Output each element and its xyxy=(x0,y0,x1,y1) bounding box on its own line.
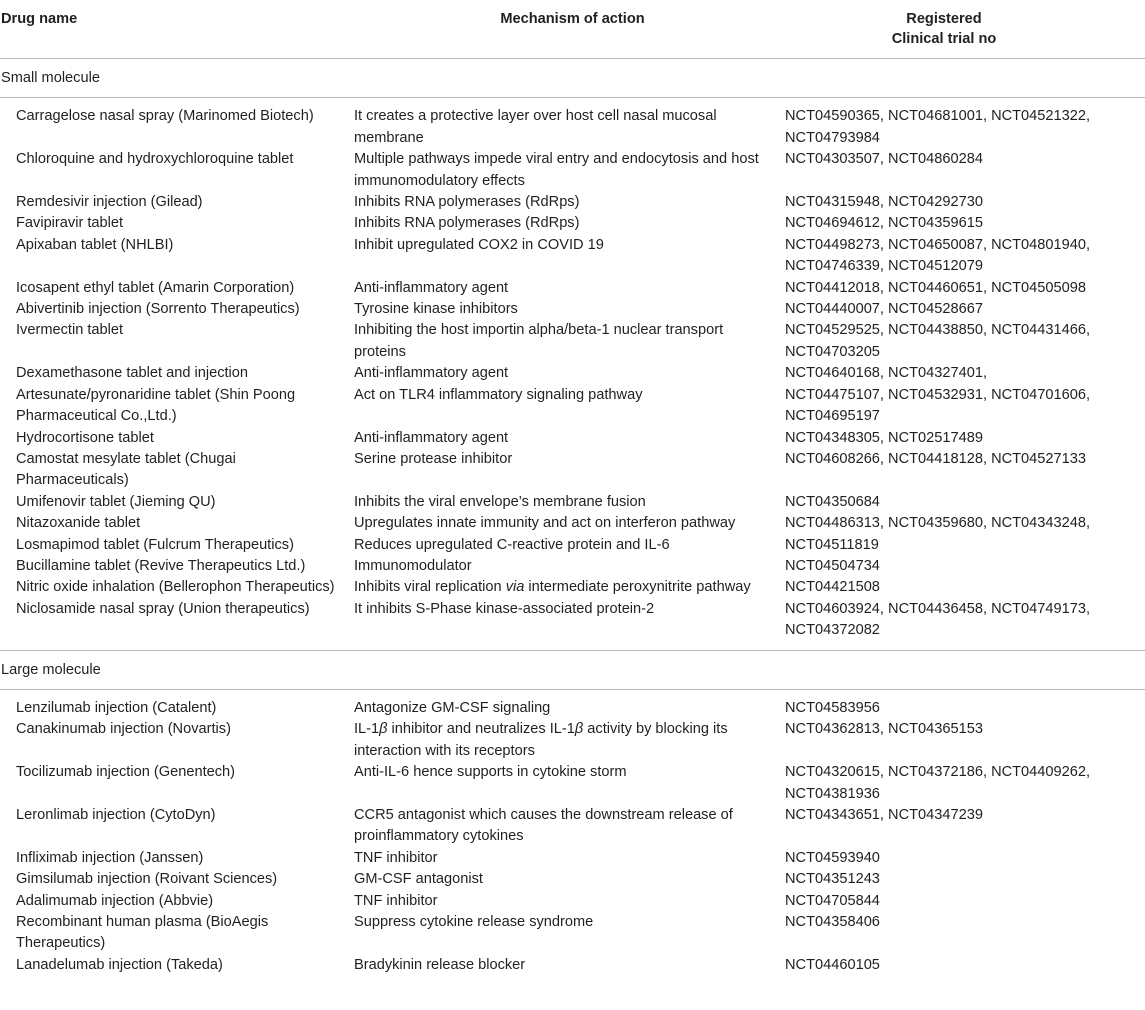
table-row xyxy=(0,149,1145,192)
mechanism-cell: Immunomodulator xyxy=(354,557,472,574)
drug-cell: Losmapimod tablet (Fulcrum Therapeutics) xyxy=(16,536,294,553)
mechanism-cell: Tyrosine kinase inhibitors xyxy=(354,301,518,318)
table-row xyxy=(0,428,1145,449)
drug-cell: Infliximab injection (Janssen) xyxy=(16,849,204,866)
drug-cell: Gimsilumab injection (Roivant Sciences) xyxy=(16,871,278,888)
beta-symbol: β xyxy=(574,721,584,738)
mechanism-cell: Inhibits RNA polymerases (RdRps) xyxy=(354,194,580,211)
trial-cell: NCT04504734 xyxy=(785,557,880,574)
drug-cell: Niclosamide nasal spray (Union therapeutics) xyxy=(16,600,310,617)
table-row xyxy=(0,848,1145,869)
table-body xyxy=(0,59,1145,977)
drug-cell: Chloroquine and hydroxychloroquine tablet xyxy=(16,151,294,168)
mechanism-text: IL-1 xyxy=(354,721,380,738)
trial-cell: NCT04460105 xyxy=(785,956,880,973)
beta-symbol: β xyxy=(379,721,388,738)
mechanism-italic-text: via xyxy=(505,579,525,596)
trial-cell: NCT04350684 xyxy=(785,493,880,510)
trial-cell: NCT04498273, NCT04650087, NCT04801940, NCT04746339, NCT04512079 xyxy=(785,236,1091,275)
header-mechanism: Mechanism of action xyxy=(354,0,785,59)
table-row xyxy=(0,213,1145,234)
table-row xyxy=(0,320,1145,363)
mechanism-cell: Bradykinin release blocker xyxy=(354,956,526,973)
mechanism-cell: Anti-inflammatory agent xyxy=(354,365,509,382)
drug-cell: Artesunate/pyronaridine tablet (Shin Poong Pharmaceutical Co.,Ltd.) xyxy=(16,386,296,425)
table-row xyxy=(0,385,1145,428)
drug-cell: Nitric oxide inhalation (Bellerophon Therapeutics) xyxy=(16,579,335,596)
trial-cell: NCT04694612, NCT04359615 xyxy=(785,215,983,232)
mechanism-cell: TNF inhibitor xyxy=(354,849,438,866)
header-clinical-trial xyxy=(785,0,1145,59)
mechanism-cell: It inhibits S-Phase kinase-associated protein-2 xyxy=(354,600,655,617)
mechanism-cell: Serine protease inhibitor xyxy=(354,450,513,467)
trial-cell: NCT04348305, NCT02517489 xyxy=(785,429,983,446)
mechanism-cell xyxy=(354,719,785,762)
trial-cell: NCT04511819 xyxy=(785,536,879,553)
mechanism-cell: Anti-inflammatory agent xyxy=(354,279,509,296)
drug-cell: Remdesivir injection (Gilead) xyxy=(16,194,203,211)
mechanism-cell xyxy=(354,577,785,598)
trial-cell: NCT04440007, NCT04528667 xyxy=(785,301,983,318)
mechanism-cell: Upregulates innate immunity and act on interferon pathway xyxy=(354,515,736,532)
drug-cell: Lanadelumab injection (Takeda) xyxy=(16,956,223,973)
mechanism-text: intermediate peroxynitrite pathway xyxy=(524,579,751,596)
table-row xyxy=(0,106,1145,149)
mechanism-cell: Anti-IL-6 hence supports in cytokine storm xyxy=(354,764,627,781)
trial-cell: NCT04603924, NCT04436458, NCT04749173, NCT04372082 xyxy=(785,600,1091,639)
trial-cell: NCT04608266, NCT04418128, NCT04527133 xyxy=(785,450,1086,467)
trial-cell: NCT04705844 xyxy=(785,892,880,909)
drug-cell: Ivermectin tablet xyxy=(16,322,124,339)
table-row xyxy=(0,698,1145,719)
trial-cell: NCT04590365, NCT04681001, NCT04521322, NCT04793984 xyxy=(785,108,1091,146)
drug-cell: Recombinant human plasma (BioAegis Therapeutics) xyxy=(16,914,269,952)
table-row xyxy=(0,513,1145,534)
table-row xyxy=(0,719,1145,762)
trial-cell: NCT04320615, NCT04372186, NCT04409262, NCT04381936 xyxy=(785,764,1091,802)
table-row xyxy=(0,891,1145,912)
section-header-small-molecule xyxy=(0,59,1145,98)
trial-cell: NCT04421508 xyxy=(785,579,880,596)
table-row xyxy=(0,235,1145,278)
drug-cell: Favipiravir tablet xyxy=(16,215,124,232)
table-header xyxy=(0,0,1145,59)
table-row xyxy=(0,912,1145,955)
table-row xyxy=(0,192,1145,213)
header-trial-line1: Registered xyxy=(906,11,982,27)
trial-cell: NCT04640168, NCT04327401, xyxy=(785,365,988,382)
drug-cell: Leronlimab injection (CytoDyn) xyxy=(16,807,216,823)
drug-cell: Abivertinib injection (Sorrento Therapeutics) xyxy=(16,301,300,318)
table-row xyxy=(0,492,1145,513)
trial-cell: NCT04475107, NCT04532931, NCT04701606, NCT04695197 xyxy=(785,386,1091,425)
drug-cell: Camostat mesylate tablet (Chugai Pharmaceuticals) xyxy=(16,450,236,489)
header-trial-line2: Clinical trial no xyxy=(891,31,997,47)
mechanism-cell: Act on TLR4 inflammatory signaling pathway xyxy=(354,386,643,403)
drug-cell: Dexamethasone tablet and injection xyxy=(16,365,249,382)
mechanism-cell: Inhibit upregulated COX2 in COVID 19 xyxy=(354,236,604,253)
mechanism-text: Inhibits viral replication xyxy=(354,579,506,596)
drug-cell: Apixaban tablet (NHLBI) xyxy=(16,236,174,253)
trial-cell: NCT04593940 xyxy=(785,849,880,866)
drug-cell: Nitazoxanide tablet xyxy=(16,515,141,532)
mechanism-cell: TNF inhibitor xyxy=(354,892,438,909)
drug-cell: Hydrocortisone tablet xyxy=(16,429,154,446)
mechanism-text: activity by blocking its interaction with its receptors xyxy=(354,721,728,759)
section-title: Small molecule xyxy=(0,59,1145,98)
drug-cell: Umifenovir tablet (Jieming QU) xyxy=(16,493,216,510)
section-title: Large molecule xyxy=(0,650,1145,689)
trial-cell: NCT04358406 xyxy=(785,914,880,931)
drug-cell: Icosapent ethyl tablet (Amarin Corporation) xyxy=(16,279,295,296)
trial-cell: NCT04412018, NCT04460651, NCT04505098 xyxy=(785,279,1086,296)
table-row xyxy=(0,449,1145,492)
table-row xyxy=(0,535,1145,556)
header-drug-name: Drug name xyxy=(0,0,354,59)
drug-cell: Carragelose nasal spray (Marinomed Biotech) xyxy=(16,108,314,125)
mechanism-cell: Inhibiting the host importin alpha/beta-1 nuclear transport proteins xyxy=(354,322,724,360)
mechanism-cell: Antagonize GM-CSF signaling xyxy=(354,699,551,716)
table-row xyxy=(0,363,1145,384)
drug-cell: Bucillamine tablet (Revive Therapeutics Ltd.) xyxy=(16,557,306,574)
trial-cell: NCT04486313, NCT04359680, NCT04343248, xyxy=(785,515,1091,532)
table-row xyxy=(0,556,1145,577)
mechanism-cell: Anti-inflammatory agent xyxy=(354,429,509,446)
trial-cell: NCT04315948, NCT04292730 xyxy=(785,194,983,211)
table-row xyxy=(0,278,1145,299)
drug-cell: Canakinumab injection (Novartis) xyxy=(16,721,231,738)
mechanism-text: inhibitor and neutralizes IL-1 xyxy=(387,721,575,738)
drug-cell: Lenzilumab injection (Catalent) xyxy=(16,699,217,716)
trial-cell: NCT04583956 xyxy=(785,699,880,716)
table-row xyxy=(0,955,1145,976)
mechanism-cell: CCR5 antagonist which causes the downstream release of proinflammatory cytokines xyxy=(354,807,733,845)
table-row xyxy=(0,599,1145,642)
mechanism-cell: Inhibits the viral envelope’s membrane fusion xyxy=(354,493,646,510)
mechanism-cell: Multiple pathways impede viral entry and endocytosis and host immunomodulatory effects xyxy=(354,151,759,189)
trial-cell: NCT04343651, NCT04347239 xyxy=(785,807,983,823)
trial-cell: NCT04303507, NCT04860284 xyxy=(785,151,983,168)
mechanism-cell: GM-CSF antagonist xyxy=(354,871,483,888)
drug-cell: Adalimumab injection (Abbvie) xyxy=(16,892,214,909)
trial-cell: NCT04362813, NCT04365153 xyxy=(785,721,983,738)
table-row xyxy=(0,577,1145,598)
table-row xyxy=(0,299,1145,320)
mechanism-cell: Inhibits RNA polymerases (RdRps) xyxy=(354,215,580,232)
table-row xyxy=(0,762,1145,805)
trial-cell: NCT04529525, NCT04438850, NCT04431466, NCT04703205 xyxy=(785,322,1091,360)
table-row xyxy=(0,869,1145,890)
mechanism-cell: Suppress cytokine release syndrome xyxy=(354,914,594,931)
table-row xyxy=(0,805,1145,848)
mechanism-cell: It creates a protective layer over host cell nasal mucosal membrane xyxy=(354,108,717,146)
section-header-large-molecule xyxy=(0,650,1145,689)
trial-cell: NCT04351243 xyxy=(785,871,880,888)
mechanism-cell: Reduces upregulated C-reactive protein and IL-6 xyxy=(354,536,670,553)
drug-cell: Tocilizumab injection (Genentech) xyxy=(16,764,236,781)
